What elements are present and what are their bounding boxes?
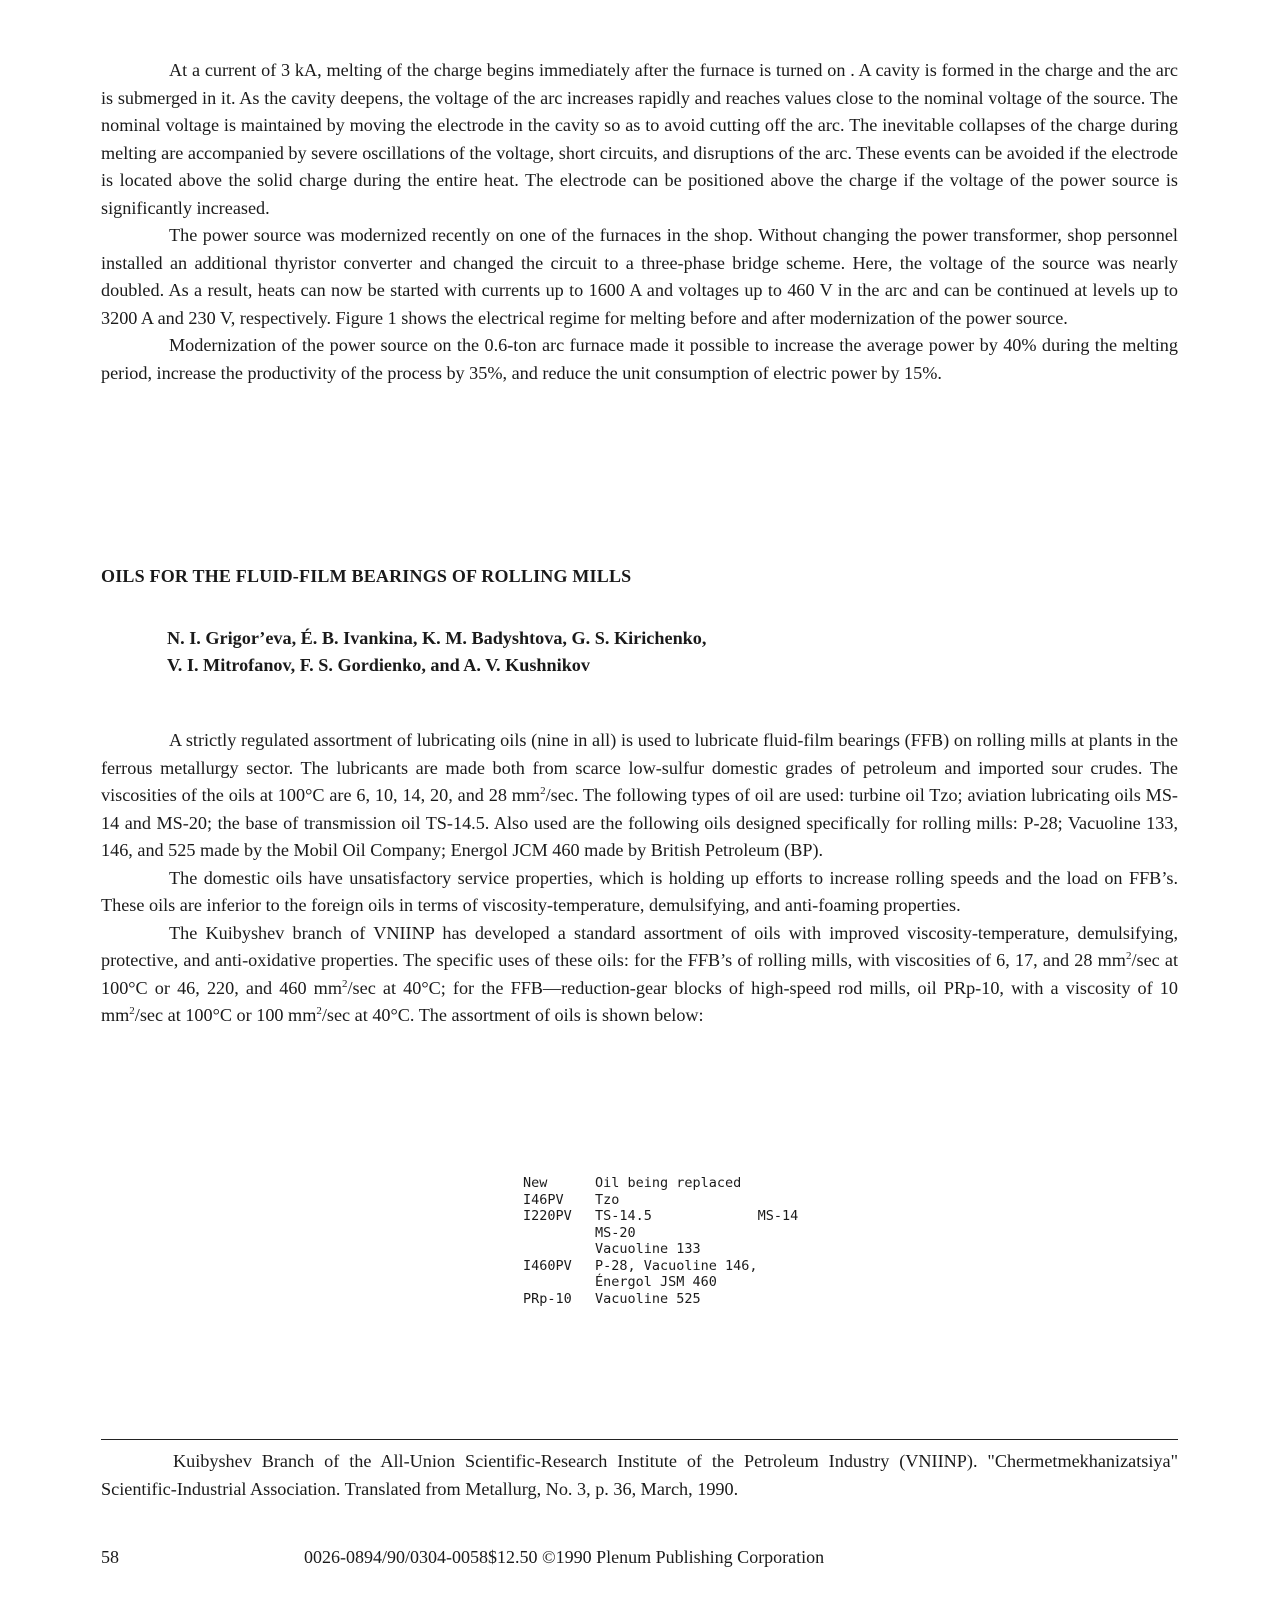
- table-cell: Vacuoline 133: [595, 1241, 701, 1257]
- footnote: Kuibyshev Branch of the All-Union Scientific-Research Institute of the Petroleum Industry (VNIINP). "Chermetmekhanizatsiya" Scientific-Industrial Association. Translated from Metallurg, No. 3, p. 36, March, 1990.: [101, 1451, 1178, 1499]
- oil-assortment-table: [523, 1175, 798, 1307]
- table-row: [523, 1225, 798, 1242]
- authors-line-2: V. I. Mitrofanov, F. S. Gordienko, and A. V. Kushnikov: [167, 655, 590, 675]
- page-number: 58: [101, 1547, 119, 1567]
- table-cell: Tzo: [595, 1191, 620, 1208]
- table-cell: [758, 1258, 799, 1275]
- table-row: [523, 1241, 798, 1258]
- author-list: [167, 625, 706, 679]
- table-header-cell: New: [523, 1175, 548, 1191]
- table-cell: I460PV: [523, 1257, 572, 1274]
- table-cell: [758, 1274, 799, 1291]
- authors-line-1: N. I. Grigor’eva, É. B. Ivankina, K. M. Badyshtova, G. S. Kirichenko,: [167, 628, 707, 648]
- superscript: 2: [129, 1004, 135, 1017]
- table-cell: [523, 1241, 595, 1258]
- article-title: OILS FOR THE FLUID-FILM BEARINGS OF ROLLING MILLS: [101, 566, 632, 586]
- table-header-row: [523, 1175, 798, 1192]
- intro-paragraph-2: The power source was modernized recently on one of the furnaces in the shop. Without changing the power transformer, shop personnel installed an additional thyristor converter and changed the circuit to a three-phase bridge scheme. Here, the voltage of the source was nearly doubled. As a result, heats can now be started with currents up to 1600 A and voltages up to 460 V in the arc and can be continued at levels up to 3200 A and 230 V, respectively. Figure 1 shows the electrical regime for melting before and after modernization of the power source.: [101, 225, 1178, 328]
- table-cell: P-28, Vacuoline 146,: [595, 1257, 758, 1274]
- body-paragraph-2: The domestic oils have unsatisfactory service properties, which is holding up efforts to increase rolling speeds and the load on FFB’s. These oils are inferior to the foreign oils in terms of viscosity-temperature, demulsifying, and anti-foaming properties.: [101, 867, 1178, 915]
- body-p1-text-a: A strictly regulated assortment of lubricating oils (nine in all) is used to lubricate fluid-film bearings (FFB) on rolling mills at plants in the ferrous metallurgy sector. The lubricants are made both from scarce low-sulfur domestic grades of petroleum and imported sour crudes. The viscosities of the oils at 100°C are 6, 10, 14, 20, and 28 mm: [101, 730, 1178, 805]
- table-cell: I46PV: [523, 1191, 564, 1208]
- copyright-line: 0026-0894/90/0304-0058$12.50 ©1990 Plenum Publishing Corporation: [304, 1547, 825, 1567]
- intro-paragraph-3: Modernization of the power source on the 0.6-ton arc furnace made it possible to increase the average power by 40% during the melting period, increase the productivity of the process by 35%, and reduce the unit consumption of electric power by 15%.: [101, 335, 1178, 383]
- table-row: [523, 1258, 798, 1275]
- table-cell: TS-14.5: [595, 1208, 652, 1224]
- table-row: [523, 1192, 798, 1209]
- table-cell: Vacuoline 525: [595, 1290, 701, 1307]
- table-row: [523, 1291, 798, 1308]
- body-p1-text-b: /sec. The following types of oil are used: turbine oil Tzo; aviation lubricating oils MS-14 and MS-20; the base of transmission oil TS-14.5. Also used are the following oils designed specifically for rolling mills: P-28; Vacuoline 133, 146, and 525 made by the Mobil Oil Company; Energol JCM 460 made by British Petroleum (BP).: [101, 785, 1178, 860]
- body-p3-text-e: /sec at 40°C. The assortment of oils is shown below:: [321, 1005, 704, 1025]
- table-cell: MS-14: [757, 1208, 799, 1224]
- table-cell: [758, 1192, 799, 1209]
- table-header-cell: Oil being replaced: [595, 1175, 742, 1191]
- table-cell: [523, 1274, 595, 1291]
- table-cell: MS-20: [595, 1224, 636, 1241]
- table-row: [523, 1208, 798, 1225]
- table-cell: [758, 1225, 799, 1242]
- body-p3-text-c: /sec at 40°C; for the FFB—reduction-gear blocks of high-speed rod mills, oil PRp-10, with a viscosity of 10 mm: [101, 977, 1178, 1025]
- footnote-divider: [101, 1439, 1178, 1440]
- table-cell: PRp-10: [523, 1290, 572, 1307]
- table-row: [523, 1274, 798, 1291]
- table-cell: I220PV: [523, 1208, 572, 1224]
- body-p3-text-a: The Kuibyshev branch of VNIINP has developed a standard assortment of oils with improved viscosity-temperature, demulsifying, protective, and anti-oxidative properties. The specific uses of these oils: for the FFB’s of rolling mills, with viscosities of 6, 17, and 28 mm: [101, 922, 1178, 970]
- body-p3-text-b: /sec at 100°C or 46, 220, and 460 mm: [101, 950, 1178, 998]
- superscript: 2: [540, 784, 546, 797]
- body-paragraph-3: [101, 920, 1178, 1030]
- intro-paragraph-1: At a current of 3 kA, melting of the charge begins immediately after the furnace is turned on . A cavity is formed in the charge and the arc is submerged in it. As the cavity deepens, the voltage of the arc increases rapidly and reaches values close to the nominal voltage of the source. The nominal voltage is maintained by moving the electrode in the cavity so as to avoid cutting off the arc. The inevitable collapses of the charge during melting are accompanied by severe oscillations of the voltage, short circuits, and disruptions of the arc. These events can be avoided if the electrode is located above the solid charge during the entire heat. The electrode can be positioned above the charge if the voltage of the power source is significantly increased.: [101, 60, 1178, 218]
- table-cell: Énergol JSM 460: [595, 1274, 717, 1290]
- body-paragraph-1: [101, 727, 1178, 865]
- table-header-cell: [758, 1175, 799, 1192]
- intro-section: [101, 57, 1178, 387]
- body-p3-text-d: /sec at 100°C or 100 mm: [134, 1005, 317, 1025]
- superscript: 2: [1125, 949, 1132, 962]
- table-cell: [523, 1225, 595, 1242]
- table-cell: [758, 1291, 799, 1308]
- superscript: 2: [341, 977, 348, 990]
- article-body: [101, 727, 1178, 1030]
- superscript: 2: [316, 1004, 322, 1017]
- table-cell: [758, 1241, 799, 1258]
